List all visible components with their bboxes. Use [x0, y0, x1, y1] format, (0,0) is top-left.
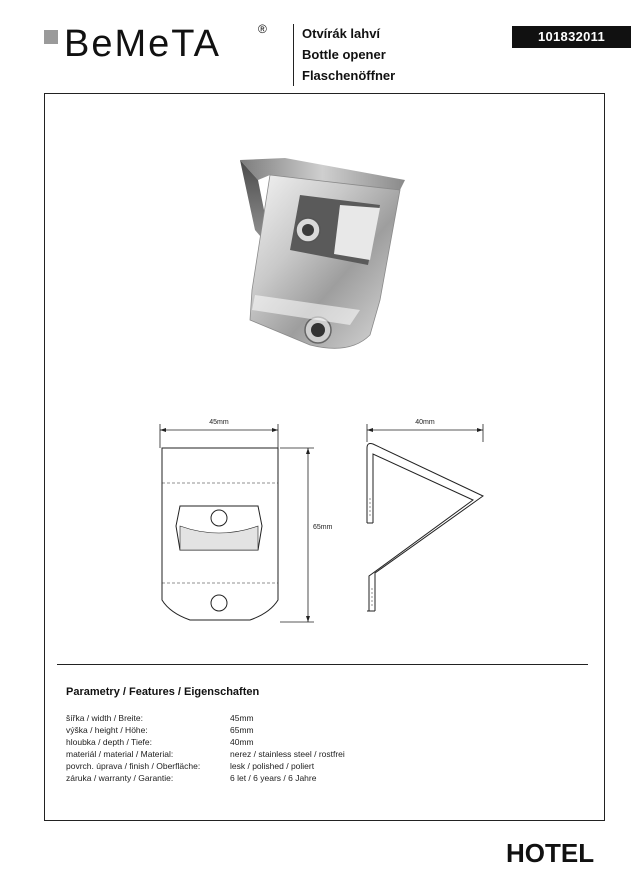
- depth-label: 40mm: [415, 419, 435, 426]
- logo-square-mark: [44, 30, 58, 44]
- brand-name: BeMeTA: [64, 23, 222, 65]
- parameters-title: Parametry / Features / Eigenschaften: [66, 686, 260, 698]
- brand-logo: [44, 22, 274, 68]
- sku-badge: 101832011: [512, 26, 631, 48]
- side-view-drawing: [355, 408, 495, 618]
- title-czech: Otvírák lahví: [302, 26, 381, 41]
- width-label: 45mm: [209, 419, 229, 426]
- title-german: Flaschenöffner: [302, 68, 396, 83]
- param-value-finish: lesk / polished / poliert: [230, 761, 315, 771]
- front-view-drawing: [150, 408, 333, 638]
- category-label: HOTEL: [506, 838, 595, 868]
- param-label-height: výška / height / Höhe:: [66, 725, 148, 735]
- param-value-height: 65mm: [230, 725, 254, 735]
- param-label-width: šířka / width / Breite:: [66, 713, 143, 723]
- param-label-depth: hloubka / depth / Tiefe:: [66, 737, 153, 747]
- param-value-warranty: 6 let / 6 years / 6 Jahre: [230, 773, 317, 783]
- param-value-depth: 40mm: [230, 737, 254, 747]
- height-label: 65mm: [313, 524, 333, 531]
- registered-mark: ®: [258, 22, 267, 36]
- param-value-width: 45mm: [230, 713, 254, 723]
- param-label-material: materiál / material / Material:: [66, 749, 174, 759]
- param-value-material: nerez / stainless steel / rostfrei: [230, 749, 345, 759]
- header-divider: [293, 24, 294, 86]
- title-english: Bottle opener: [302, 47, 386, 62]
- product-photo: [230, 150, 420, 360]
- param-label-finish: povrch. úprava / finish / Oberfläche:: [66, 761, 201, 771]
- parameters-divider: [57, 664, 588, 665]
- param-label-warranty: záruka / warranty / Garantie:: [66, 773, 174, 783]
